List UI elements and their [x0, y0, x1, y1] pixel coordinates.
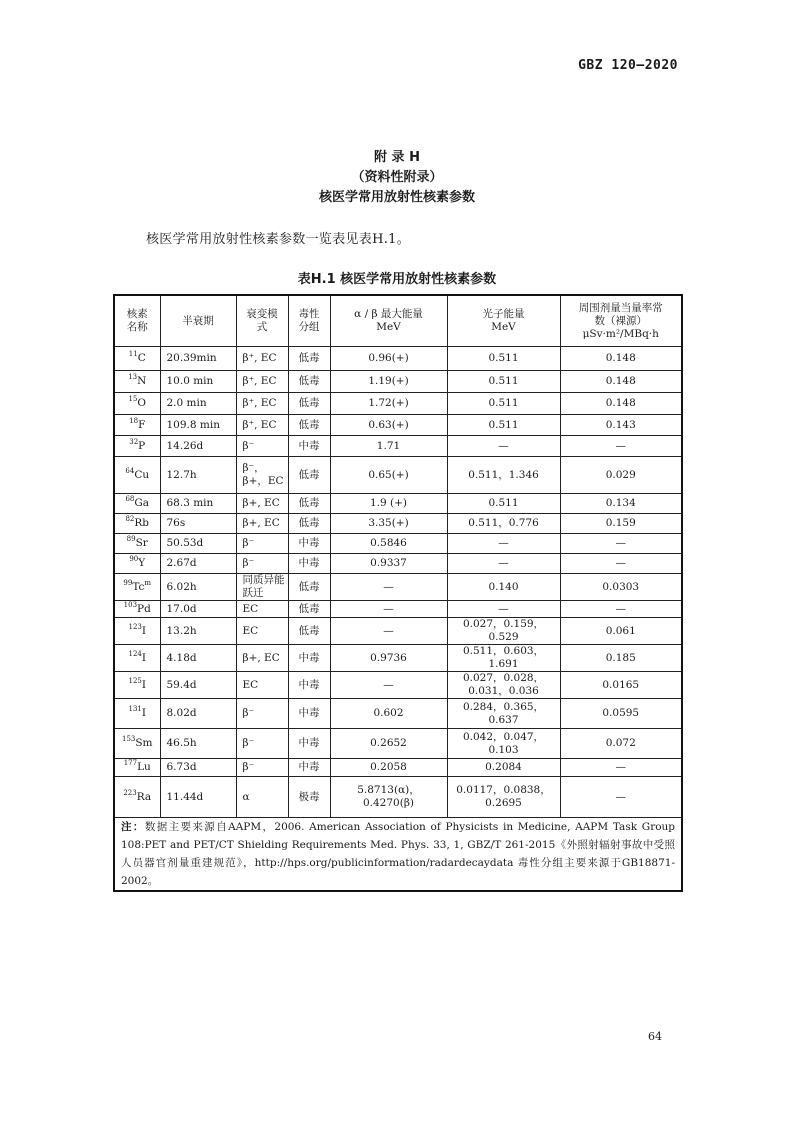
cell-decay-mode: β⁺, EC: [236, 393, 288, 415]
cell-toxicity: 中毒: [288, 672, 330, 699]
standard-number: GBZ 120—2020: [578, 58, 678, 73]
cell-decay-mode: α: [236, 777, 288, 818]
cell-max-energy: 0.2058: [330, 759, 447, 777]
cell-toxicity: 低毒: [288, 393, 330, 415]
cell-decay-mode: EC: [236, 618, 288, 645]
cell-toxicity: 低毒: [288, 514, 330, 534]
cell-max-energy: 0.9337: [330, 554, 447, 574]
cell-decay-mode: EC: [236, 672, 288, 699]
element-symbol: I: [141, 707, 147, 719]
cell-photon-energy: 0.511: [447, 393, 560, 415]
cell-toxicity: 中毒: [288, 534, 330, 554]
table-row: [114, 494, 682, 514]
cell-toxicity: 中毒: [288, 759, 330, 777]
element-symbol: I: [141, 624, 147, 637]
cell-halflife: 50.53d: [160, 534, 236, 554]
cell-max-energy: 1.9 (+): [330, 494, 447, 514]
cell-dose-constant: 0.148: [560, 393, 682, 415]
table-row: [114, 436, 682, 457]
cell-photon-energy: 0.0117，0.0838，0.2695: [447, 777, 560, 818]
table-note-row: [114, 818, 682, 892]
element-symbol: O: [137, 397, 147, 409]
cell-nuclide: [114, 371, 160, 393]
cell-decay-mode: β+, EC: [236, 514, 288, 534]
mass-number: 125: [128, 676, 142, 685]
cell-max-energy: 0.2652: [330, 729, 447, 759]
cell-photon-energy: —: [447, 436, 560, 457]
cell-dose-constant: 0.029: [560, 457, 682, 494]
col-header-toxicity: 毒性 分组: [288, 295, 330, 347]
cell-dose-constant: 0.134: [560, 494, 682, 514]
cell-decay-mode: β+, EC: [236, 645, 288, 672]
cell-dose-constant: 0.0595: [560, 699, 682, 729]
cell-halflife: 76s: [160, 514, 236, 534]
cell-toxicity: 低毒: [288, 601, 330, 618]
cell-halflife: 11.44d: [160, 777, 236, 818]
cell-dose-constant: 0.072: [560, 729, 682, 759]
cell-halflife: 59.4d: [160, 672, 236, 699]
note-label: 注：: [121, 821, 145, 833]
table-row: [114, 645, 682, 672]
cell-toxicity: 低毒: [288, 457, 330, 494]
cell-photon-energy: 0.2084: [447, 759, 560, 777]
table-header-row: [114, 295, 682, 347]
element-symbol: C: [137, 352, 146, 364]
cell-decay-mode: β⁻，β+，EC: [236, 457, 288, 494]
cell-dose-constant: 0.148: [560, 347, 682, 371]
cell-max-energy: 0.9736: [330, 645, 447, 672]
cell-photon-energy: —: [447, 601, 560, 618]
cell-halflife: 4.18d: [160, 645, 236, 672]
cell-decay-mode: β⁻: [236, 729, 288, 759]
cell-halflife: 20.39min: [160, 347, 236, 371]
cell-toxicity: 低毒: [288, 415, 330, 436]
element-symbol: I: [141, 651, 147, 664]
table-row: [114, 554, 682, 574]
element-symbol: Lu: [137, 761, 151, 773]
cell-photon-energy: 0.027，0.028，0.031，0.036: [447, 672, 560, 699]
appendix-title: 核医学常用放射性核素参数: [318, 190, 475, 205]
cell-nuclide: [114, 436, 160, 457]
col-header-photon-energy: 光子能量 MeV: [447, 295, 560, 347]
cell-decay-mode: β⁺, EC: [236, 415, 288, 436]
cell-nuclide: [114, 574, 160, 601]
mass-number: 103: [123, 600, 138, 609]
mass-number: 64: [125, 466, 135, 475]
cell-max-energy: 0.63(+): [330, 415, 447, 436]
cell-halflife: 14.26d: [160, 436, 236, 457]
cell-toxicity: 中毒: [288, 554, 330, 574]
cell-photon-energy: 0.511，0.603，1.691: [447, 645, 560, 672]
cell-photon-energy: 0.511: [447, 347, 560, 371]
cell-decay-mode: β⁺, EC: [236, 347, 288, 371]
element-symbol: Ga: [134, 497, 150, 509]
cell-max-energy: —: [330, 618, 447, 645]
mass-number: 18: [129, 416, 139, 425]
cell-dose-constant: 0.185: [560, 645, 682, 672]
table-caption: 表H.1 核医学常用放射性核素参数: [297, 272, 497, 287]
cell-photon-energy: 0.284，0.365，0.637: [447, 699, 560, 729]
mass-number: 131: [128, 705, 142, 713]
cell-max-energy: —: [330, 672, 447, 699]
table-row: [114, 371, 682, 393]
table-row: [114, 618, 682, 645]
cell-toxicity: 低毒: [288, 574, 330, 601]
note-text: 数据主要来源自AAPM，2006. American Association of Physicists in Medicine, AAPM Task Group 108:PET and PET/CT Shielding Requirements Med. Phys. 33, 1, GBZ/T 261-2015《外照射辐射事故中受照人员器官剂量重建规范》，http://hps.org/publicinformation/radardecaydata 毒性分组主要来源于GB18871-2002。: [121, 821, 676, 887]
element-symbol: Tc: [132, 580, 145, 593]
cell-photon-energy: 0.511: [447, 494, 560, 514]
cell-dose-constant: —: [560, 777, 682, 818]
col-header-halflife: 半衰期: [160, 295, 236, 347]
cell-photon-energy: 0.511: [447, 415, 560, 436]
element-symbol: I: [141, 678, 147, 691]
table-row: [114, 699, 682, 729]
cell-photon-energy: —: [447, 534, 560, 554]
cell-nuclide: [114, 777, 160, 818]
cell-decay-mode: β⁺, EC: [236, 371, 288, 393]
cell-decay-mode: β⁻: [236, 436, 288, 457]
cell-nuclide: [114, 457, 160, 494]
cell-photon-energy: 0.511: [447, 371, 560, 393]
mass-number: 68: [125, 495, 135, 503]
cell-nuclide: [114, 729, 160, 759]
cell-nuclide: [114, 618, 160, 645]
element-symbol: Sr: [135, 537, 148, 549]
cell-halflife: 6.73d: [160, 759, 236, 777]
cell-photon-energy: 0.511，0.776: [447, 514, 560, 534]
mass-number: 82: [125, 515, 135, 523]
cell-decay-mode: β⁻: [236, 534, 288, 554]
cell-halflife: 17.0d: [160, 601, 236, 618]
page-number: 64: [648, 1030, 662, 1043]
cell-decay-mode: β⁻: [236, 699, 288, 729]
table-row: [114, 393, 682, 415]
element-symbol: Ra: [136, 790, 152, 803]
cell-max-energy: —: [330, 601, 447, 618]
cell-max-energy: 0.96(+): [330, 347, 447, 371]
cell-dose-constant: 0.148: [560, 371, 682, 393]
element-symbol: Rb: [134, 517, 150, 529]
cell-nuclide: [114, 759, 160, 777]
cell-toxicity: 中毒: [288, 729, 330, 759]
cell-dose-constant: 0.159: [560, 514, 682, 534]
cell-halflife: 68.3 min: [160, 494, 236, 514]
appendix-label: 附 录 H: [374, 150, 420, 165]
cell-halflife: 109.8 min: [160, 415, 236, 436]
col-header-decay: 衰变模 式: [236, 295, 288, 347]
cell-nuclide: [114, 672, 160, 699]
table-row: [114, 514, 682, 534]
cell-halflife: 2.67d: [160, 554, 236, 574]
cell-decay-mode: β+, EC: [236, 494, 288, 514]
cell-dose-constant: —: [560, 554, 682, 574]
element-symbol: N: [137, 375, 147, 387]
cell-decay-mode: 同质异能跃迁: [236, 574, 288, 601]
cell-dose-constant: 0.143: [560, 415, 682, 436]
cell-nuclide: [114, 347, 160, 371]
table-row: [114, 415, 682, 436]
table-row: [114, 601, 682, 618]
intro-paragraph: 核医学常用放射性核素参数一览表见表H.1。: [146, 232, 411, 247]
cell-dose-constant: —: [560, 601, 682, 618]
cell-dose-constant: —: [560, 534, 682, 554]
cell-decay-mode: β⁻: [236, 759, 288, 777]
cell-max-energy: 5.8713(α)，0.4270(β): [330, 777, 447, 818]
cell-max-energy: 0.65(+): [330, 457, 447, 494]
cell-dose-constant: 0.061: [560, 618, 682, 645]
mass-number: 11: [128, 350, 138, 358]
cell-photon-energy: 0.042，0.047，0.103: [447, 729, 560, 759]
cell-toxicity: 低毒: [288, 618, 330, 645]
mass-number: 123: [128, 622, 142, 631]
element-symbol: Y: [138, 557, 146, 569]
cell-halflife: 46.5h: [160, 729, 236, 759]
element-symbol: Sm: [135, 737, 153, 749]
cell-dose-constant: —: [560, 436, 682, 457]
cell-nuclide: [114, 554, 160, 574]
nuclide-table: [113, 294, 683, 892]
cell-toxicity: 低毒: [288, 494, 330, 514]
table-row: [114, 457, 682, 494]
cell-max-energy: 0.5846: [330, 534, 447, 554]
mass-number: 15: [128, 395, 138, 403]
mass-number: 223: [123, 788, 137, 797]
mass-number: 99: [123, 578, 133, 587]
cell-decay-mode: EC: [236, 601, 288, 618]
cell-halflife: 8.02d: [160, 699, 236, 729]
cell-toxicity: 中毒: [288, 699, 330, 729]
table-row: [114, 672, 682, 699]
col-header-max-energy: α / β 最大能量 MeV: [330, 295, 447, 347]
cell-nuclide: [114, 699, 160, 729]
table-note: [114, 818, 682, 892]
mass-number: 13: [128, 373, 138, 381]
cell-toxicity: 极毒: [288, 777, 330, 818]
cell-toxicity: 低毒: [288, 347, 330, 371]
table-row: [114, 347, 682, 371]
mass-number: 32: [129, 437, 139, 446]
cell-nuclide: [114, 415, 160, 436]
mass-number: 89: [126, 535, 136, 543]
cell-max-energy: 0.602: [330, 699, 447, 729]
cell-decay-mode: β⁻: [236, 554, 288, 574]
appendix-type: （资料性附录）: [351, 170, 443, 185]
table-row: [114, 759, 682, 777]
element-symbol: P: [138, 439, 146, 452]
cell-nuclide: [114, 601, 160, 618]
cell-nuclide: [114, 494, 160, 514]
cell-halflife: 6.02h: [160, 574, 236, 601]
col-header-nuclide: 核素 名称: [114, 295, 160, 347]
cell-toxicity: 低毒: [288, 371, 330, 393]
cell-photon-energy: —: [447, 554, 560, 574]
cell-halflife: 10.0 min: [160, 371, 236, 393]
cell-max-energy: 1.71: [330, 436, 447, 457]
table-row: [114, 574, 682, 601]
col-header-dose-constant: 周围剂量当量率常 数（裸源） μSv·m²/MBq·h: [560, 295, 682, 347]
table-row: [114, 729, 682, 759]
cell-max-energy: 3.35(+): [330, 514, 447, 534]
cell-dose-constant: —: [560, 759, 682, 777]
cell-photon-energy: 0.027，0.159，0.529: [447, 618, 560, 645]
cell-halflife: 2.0 min: [160, 393, 236, 415]
cell-nuclide: [114, 534, 160, 554]
mass-number: 90: [129, 555, 139, 563]
cell-dose-constant: 0.0303: [560, 574, 682, 601]
cell-max-energy: 1.72(+): [330, 393, 447, 415]
cell-halflife: 13.2h: [160, 618, 236, 645]
mass-number: 153: [121, 735, 136, 743]
element-symbol: Pd: [137, 602, 151, 615]
cell-max-energy: 1.19(+): [330, 371, 447, 393]
cell-nuclide: [114, 393, 160, 415]
mass-number: 177: [123, 759, 138, 767]
mass-number: 124: [128, 649, 142, 658]
cell-nuclide: [114, 514, 160, 534]
cell-max-energy: —: [330, 574, 447, 601]
table-row: [114, 534, 682, 554]
cell-toxicity: 中毒: [288, 436, 330, 457]
table-row: [114, 777, 682, 818]
cell-toxicity: 中毒: [288, 645, 330, 672]
element-symbol: Cu: [134, 468, 150, 481]
element-symbol: F: [138, 418, 146, 431]
cell-dose-constant: 0.0165: [560, 672, 682, 699]
cell-halflife: 12.7h: [160, 457, 236, 494]
cell-nuclide: [114, 645, 160, 672]
cell-photon-energy: 0.140: [447, 574, 560, 601]
metastable-mark: m: [144, 578, 152, 587]
cell-photon-energy: 0.511，1.346: [447, 457, 560, 494]
